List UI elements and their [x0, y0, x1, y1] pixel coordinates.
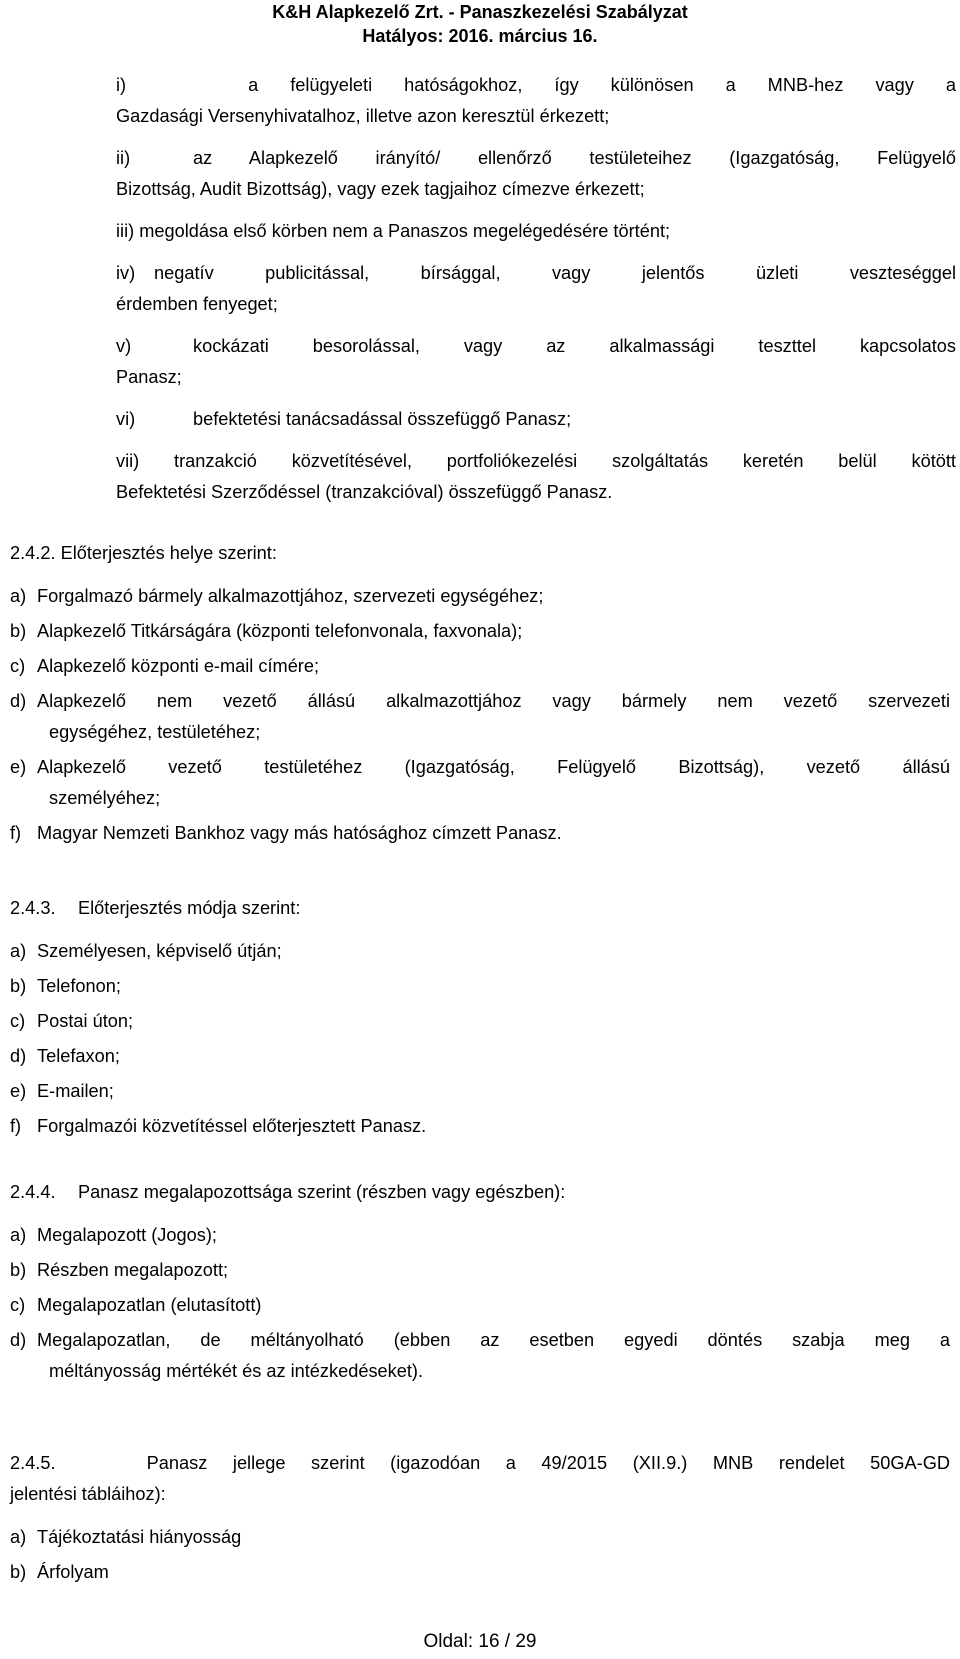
item-number: iv)	[116, 263, 136, 283]
section-title: Panasz jellege szerint (igazodóan a 49/2015 (XII.9.) MNB rendelet 50GA-GD	[146, 1453, 950, 1473]
list-item: e) E-mailen;	[10, 1081, 114, 1101]
section-2-4-3	[10, 893, 950, 1142]
list-item: b) Részben megalapozott;	[10, 1260, 229, 1280]
list-item: b) Telefonon;	[10, 976, 121, 996]
list-item	[116, 446, 956, 508]
list-item: f) Magyar Nemzeti Bankhoz vagy más hatósághoz címzett Panasz.	[10, 823, 562, 843]
list-item	[116, 404, 956, 435]
list-item: d) Megalapozatlan, de méltányolható (ebben az esetben egyedi döntés szabja meg a méltányosság mértékét és az intézkedéseket).	[10, 1330, 950, 1381]
list-item: a) Tájékoztatási hiányosság	[10, 1527, 242, 1547]
list-item: a) Megalapozott (Jogos);	[10, 1225, 217, 1245]
section-title: Előterjesztés helye szerint:	[60, 543, 277, 563]
list-item	[116, 70, 956, 132]
section-number: 2.4.2.	[10, 543, 56, 563]
item-text: negatív publicitással, bírsággal, vagy jelentős üzleti veszteséggel	[154, 263, 956, 283]
item-number: v)	[116, 336, 132, 356]
item-text: Panasz;	[116, 367, 182, 387]
page-number: Oldal: 16 / 29	[423, 1631, 537, 1652]
list-item: e) Alapkezelő vezető testületéhez (Igazgatóság, Felügyelő Bizottság), vezető állású személyéhez;	[10, 757, 950, 808]
list-item: c) Alapkezelő központi e-mail címére;	[10, 656, 320, 676]
list-item: b) Árfolyam	[10, 1562, 109, 1582]
list-item	[116, 216, 956, 247]
section-number: 2.4.5.	[10, 1453, 56, 1473]
item-number: vi)	[116, 409, 136, 429]
section-2-4-4	[10, 1177, 950, 1387]
item-number: iii)	[116, 221, 135, 241]
list-item: a) Forgalmazó bármely alkalmazottjához, szervezeti egységéhez;	[10, 586, 544, 606]
header-title: K&H Alapkezelő Zrt. - Panaszkezelési Szabályzat	[272, 2, 688, 22]
document-header	[0, 0, 960, 48]
section-2-4-2	[10, 538, 950, 849]
section-2-4-5	[10, 1448, 950, 1588]
item-text: az Alapkezelő irányító/ ellenőrző testületeihez (Igazgatóság, Felügyelő	[193, 148, 956, 168]
item-number: i)	[116, 75, 127, 95]
list-item: d) Alapkezelő nem vezető állású alkalmazottjához vagy bármely nem vezető szervezeti egységéhez, testületéhez;	[10, 691, 950, 742]
list-item	[116, 331, 956, 393]
item-text: tranzakció közvetítésével, portfoliókezelési szolgáltatás keretén belül kötött	[174, 451, 956, 471]
item-text: kockázati besorolással, vagy az alkalmassági teszttel kapcsolatos	[193, 336, 956, 356]
item-text: Befektetési Szerződéssel (tranzakcióval) összefüggő Panasz.	[116, 482, 613, 502]
item-text: befektetési tanácsadással összefüggő Panasz;	[193, 409, 572, 429]
item-text: Bizottság, Audit Bizottság), vagy ezek tagjaihoz címezve érkezett;	[116, 179, 645, 199]
list-item: b) Alapkezelő Titkárságára (központi telefonvonala, faxvonala);	[10, 621, 523, 641]
header-effective-date: Hatályos: 2016. március 16.	[362, 26, 598, 46]
section-title-cont: jelentési tábláihoz):	[10, 1484, 166, 1504]
item-text: Gazdasági Versenyhivatalhoz, illetve azon keresztül érkezett;	[116, 106, 610, 126]
list-item: f) Forgalmazói közvetítéssel előterjesztett Panasz.	[10, 1116, 427, 1136]
item-number: ii)	[116, 148, 131, 168]
section-title: Előterjesztés módja szerint:	[78, 898, 301, 918]
section-number: 2.4.4.	[10, 1182, 56, 1202]
section-title: Panasz megalapozottsága szerint (részben vagy egészben):	[78, 1182, 566, 1202]
list-item	[116, 143, 956, 205]
item-text: megoldása első körben nem a Panaszos megelégedésére történt;	[139, 221, 671, 241]
section-number: 2.4.3.	[10, 898, 56, 918]
list-item	[116, 258, 956, 320]
list-item: c) Megalapozatlan (elutasított)	[10, 1295, 262, 1315]
item-number: vii)	[116, 451, 140, 471]
list-item: a) Személyesen, képviselő útján;	[10, 941, 282, 961]
list-item: d) Telefaxon;	[10, 1046, 120, 1066]
item-text: a felügyeleti hatóságokhoz, így különösen a MNB-hez vagy a	[248, 75, 956, 95]
item-text: érdemben fenyeget;	[116, 294, 278, 314]
list-item: c) Postai úton;	[10, 1011, 134, 1031]
roman-list	[116, 70, 956, 519]
